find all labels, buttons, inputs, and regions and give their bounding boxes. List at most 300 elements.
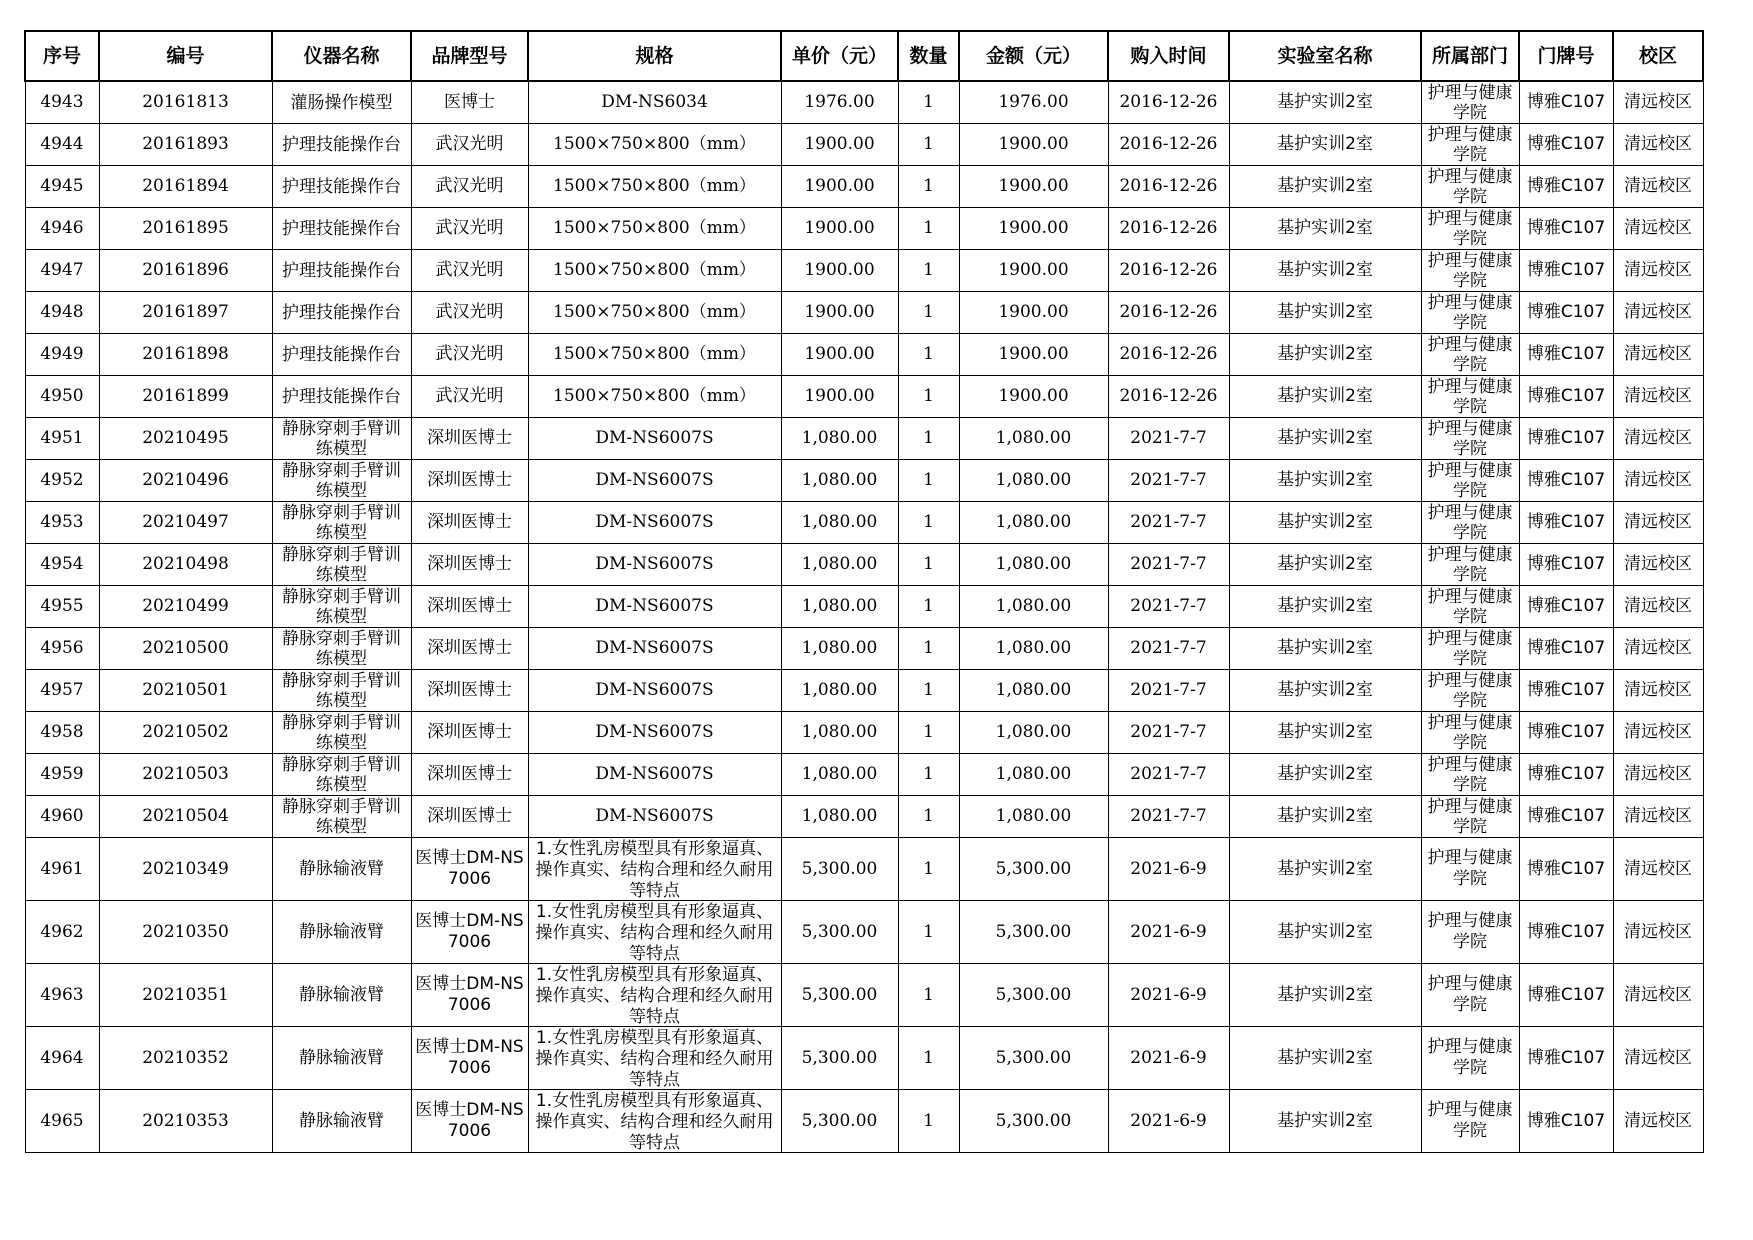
cell-seq: 4947: [25, 250, 99, 292]
cell-code: 20210497: [99, 502, 272, 544]
cell-brand: 深圳医博士: [411, 796, 528, 838]
cell-spec: DM-NS6007S: [528, 712, 781, 754]
cell-name: 静脉穿刺手臂训练模型: [272, 544, 411, 586]
cell-date: 2016-12-26: [1108, 292, 1229, 334]
cell-qty: 1: [898, 250, 959, 292]
cell-qty: 1: [898, 670, 959, 712]
cell-code: 20161897: [99, 292, 272, 334]
cell-lab: 基护实训2室: [1229, 712, 1421, 754]
cell-name: 护理技能操作台: [272, 166, 411, 208]
cell-dept: 护理与健康学院: [1421, 1027, 1519, 1090]
cell-date: 2021-7-7: [1108, 502, 1229, 544]
cell-name: 护理技能操作台: [272, 250, 411, 292]
cell-date: 2016-12-26: [1108, 81, 1229, 124]
header-room: 门牌号: [1519, 31, 1613, 81]
table-row: [25, 460, 1703, 502]
cell-seq: 4962: [25, 901, 99, 964]
cell-dept: 护理与健康学院: [1421, 376, 1519, 418]
cell-name: 护理技能操作台: [272, 292, 411, 334]
cell-code: 20210498: [99, 544, 272, 586]
cell-lab: 基护实训2室: [1229, 460, 1421, 502]
cell-qty: 1: [898, 292, 959, 334]
cell-price: 1976.00: [781, 81, 898, 124]
header-name: 仪器名称: [272, 31, 411, 81]
cell-room: 博雅C107: [1519, 208, 1613, 250]
cell-brand: 深圳医博士: [411, 502, 528, 544]
cell-code: 20161899: [99, 376, 272, 418]
cell-campus: 清远校区: [1613, 1027, 1703, 1090]
cell-code: 20210500: [99, 628, 272, 670]
cell-lab: 基护实训2室: [1229, 1090, 1421, 1153]
cell-qty: 1: [898, 334, 959, 376]
cell-brand: 医博士DM-NS7006: [411, 1090, 528, 1153]
cell-brand: 武汉光明: [411, 124, 528, 166]
cell-room: 博雅C107: [1519, 1090, 1613, 1153]
cell-brand: 医博士DM-NS7006: [411, 1027, 528, 1090]
cell-seq: 4956: [25, 628, 99, 670]
cell-date: 2016-12-26: [1108, 208, 1229, 250]
header-code: 编号: [99, 31, 272, 81]
cell-spec: 1.女性乳房模型具有形象逼真、操作真实、结构合理和经久耐用等特点: [528, 1090, 781, 1153]
cell-dept: 护理与健康学院: [1421, 586, 1519, 628]
cell-code: 20210499: [99, 586, 272, 628]
cell-amount: 1,080.00: [959, 460, 1108, 502]
cell-code: 20161813: [99, 81, 272, 124]
cell-seq: 4953: [25, 502, 99, 544]
cell-name: 静脉输液臂: [272, 901, 411, 964]
cell-name: 静脉输液臂: [272, 1027, 411, 1090]
table-row: [25, 1027, 1703, 1090]
cell-dept: 护理与健康学院: [1421, 292, 1519, 334]
cell-date: 2021-7-7: [1108, 418, 1229, 460]
cell-brand: 医博士: [411, 81, 528, 124]
cell-qty: 1: [898, 166, 959, 208]
cell-seq: 4964: [25, 1027, 99, 1090]
cell-campus: 清远校区: [1613, 124, 1703, 166]
cell-amount: 1,080.00: [959, 586, 1108, 628]
cell-price: 5,300.00: [781, 838, 898, 901]
header-campus: 校区: [1613, 31, 1703, 81]
cell-seq: 4951: [25, 418, 99, 460]
cell-lab: 基护实训2室: [1229, 901, 1421, 964]
cell-qty: 1: [898, 628, 959, 670]
cell-seq: 4957: [25, 670, 99, 712]
cell-seq: 4952: [25, 460, 99, 502]
cell-brand: 医博士DM-NS7006: [411, 964, 528, 1027]
cell-seq: 4949: [25, 334, 99, 376]
cell-name: 灌肠操作模型: [272, 81, 411, 124]
cell-amount: 1,080.00: [959, 712, 1108, 754]
cell-name: 护理技能操作台: [272, 124, 411, 166]
cell-date: 2021-7-7: [1108, 586, 1229, 628]
cell-brand: 深圳医博士: [411, 754, 528, 796]
cell-amount: 1900.00: [959, 334, 1108, 376]
cell-room: 博雅C107: [1519, 418, 1613, 460]
cell-price: 5,300.00: [781, 901, 898, 964]
cell-dept: 护理与健康学院: [1421, 418, 1519, 460]
header-date: 购入时间: [1108, 31, 1229, 81]
cell-date: 2016-12-26: [1108, 124, 1229, 166]
cell-amount: 1900.00: [959, 124, 1108, 166]
cell-seq: 4945: [25, 166, 99, 208]
cell-campus: 清远校区: [1613, 628, 1703, 670]
cell-dept: 护理与健康学院: [1421, 796, 1519, 838]
cell-spec: 1.女性乳房模型具有形象逼真、操作真实、结构合理和经久耐用等特点: [528, 838, 781, 901]
cell-qty: 1: [898, 81, 959, 124]
cell-code: 20210349: [99, 838, 272, 901]
cell-spec: 1500×750×800（mm）: [528, 376, 781, 418]
cell-code: 20161894: [99, 166, 272, 208]
cell-qty: 1: [898, 376, 959, 418]
table-row: [25, 964, 1703, 1027]
cell-qty: 1: [898, 796, 959, 838]
cell-dept: 护理与健康学院: [1421, 838, 1519, 901]
table-row: [25, 418, 1703, 460]
cell-brand: 医博士DM-NS7006: [411, 838, 528, 901]
cell-amount: 5,300.00: [959, 901, 1108, 964]
table-row: [25, 502, 1703, 544]
cell-code: 20161896: [99, 250, 272, 292]
cell-spec: DM-NS6007S: [528, 754, 781, 796]
cell-amount: 1900.00: [959, 292, 1108, 334]
cell-campus: 清远校区: [1613, 334, 1703, 376]
cell-spec: 1500×750×800（mm）: [528, 292, 781, 334]
cell-lab: 基护实训2室: [1229, 502, 1421, 544]
cell-date: 2016-12-26: [1108, 250, 1229, 292]
cell-name: 静脉穿刺手臂训练模型: [272, 670, 411, 712]
cell-qty: 1: [898, 964, 959, 1027]
cell-dept: 护理与健康学院: [1421, 544, 1519, 586]
cell-price: 1900.00: [781, 166, 898, 208]
cell-dept: 护理与健康学院: [1421, 712, 1519, 754]
cell-spec: 1500×750×800（mm）: [528, 166, 781, 208]
equipment-table: [24, 30, 1704, 1153]
cell-spec: DM-NS6007S: [528, 670, 781, 712]
cell-spec: DM-NS6007S: [528, 586, 781, 628]
cell-spec: 1.女性乳房模型具有形象逼真、操作真实、结构合理和经久耐用等特点: [528, 964, 781, 1027]
cell-date: 2021-7-7: [1108, 628, 1229, 670]
cell-lab: 基护实训2室: [1229, 124, 1421, 166]
cell-date: 2021-6-9: [1108, 901, 1229, 964]
cell-brand: 武汉光明: [411, 292, 528, 334]
cell-room: 博雅C107: [1519, 586, 1613, 628]
cell-dept: 护理与健康学院: [1421, 460, 1519, 502]
cell-date: 2021-7-7: [1108, 796, 1229, 838]
cell-spec: DM-NS6034: [528, 81, 781, 124]
cell-dept: 护理与健康学院: [1421, 1090, 1519, 1153]
cell-campus: 清远校区: [1613, 292, 1703, 334]
cell-room: 博雅C107: [1519, 670, 1613, 712]
cell-seq: 4944: [25, 124, 99, 166]
cell-room: 博雅C107: [1519, 1027, 1613, 1090]
cell-amount: 1,080.00: [959, 670, 1108, 712]
table-row: [25, 250, 1703, 292]
cell-spec: 1.女性乳房模型具有形象逼真、操作真实、结构合理和经久耐用等特点: [528, 1027, 781, 1090]
cell-lab: 基护实训2室: [1229, 81, 1421, 124]
cell-qty: 1: [898, 502, 959, 544]
cell-brand: 医博士DM-NS7006: [411, 901, 528, 964]
cell-date: 2021-6-9: [1108, 1090, 1229, 1153]
cell-code: 20210501: [99, 670, 272, 712]
cell-spec: DM-NS6007S: [528, 796, 781, 838]
table-row: [25, 334, 1703, 376]
cell-qty: 1: [898, 901, 959, 964]
table-row: [25, 712, 1703, 754]
cell-amount: 1976.00: [959, 81, 1108, 124]
table-row: [25, 166, 1703, 208]
cell-name: 护理技能操作台: [272, 334, 411, 376]
cell-campus: 清远校区: [1613, 712, 1703, 754]
cell-qty: 1: [898, 1027, 959, 1090]
cell-spec: 1.女性乳房模型具有形象逼真、操作真实、结构合理和经久耐用等特点: [528, 901, 781, 964]
cell-dept: 护理与健康学院: [1421, 334, 1519, 376]
cell-campus: 清远校区: [1613, 502, 1703, 544]
cell-name: 静脉穿刺手臂训练模型: [272, 796, 411, 838]
cell-room: 博雅C107: [1519, 796, 1613, 838]
table-row: [25, 628, 1703, 670]
cell-room: 博雅C107: [1519, 754, 1613, 796]
header-qty: 数量: [898, 31, 959, 81]
cell-seq: 4950: [25, 376, 99, 418]
cell-seq: 4960: [25, 796, 99, 838]
cell-lab: 基护实训2室: [1229, 586, 1421, 628]
cell-price: 1900.00: [781, 250, 898, 292]
cell-campus: 清远校区: [1613, 838, 1703, 901]
cell-date: 2016-12-26: [1108, 166, 1229, 208]
cell-name: 静脉穿刺手臂训练模型: [272, 586, 411, 628]
cell-campus: 清远校区: [1613, 901, 1703, 964]
cell-seq: 4963: [25, 964, 99, 1027]
cell-amount: 1900.00: [959, 208, 1108, 250]
cell-brand: 深圳医博士: [411, 460, 528, 502]
cell-spec: DM-NS6007S: [528, 460, 781, 502]
cell-room: 博雅C107: [1519, 81, 1613, 124]
cell-campus: 清远校区: [1613, 586, 1703, 628]
cell-lab: 基护实训2室: [1229, 418, 1421, 460]
cell-price: 1,080.00: [781, 712, 898, 754]
table-row: [25, 754, 1703, 796]
table-row: [25, 208, 1703, 250]
cell-price: 1900.00: [781, 292, 898, 334]
cell-amount: 1900.00: [959, 376, 1108, 418]
cell-price: 5,300.00: [781, 964, 898, 1027]
cell-name: 护理技能操作台: [272, 376, 411, 418]
cell-price: 5,300.00: [781, 1027, 898, 1090]
header-price: 单价（元）: [781, 31, 898, 81]
cell-qty: 1: [898, 418, 959, 460]
cell-lab: 基护实训2室: [1229, 964, 1421, 1027]
cell-name: 静脉穿刺手臂训练模型: [272, 502, 411, 544]
cell-lab: 基护实训2室: [1229, 166, 1421, 208]
cell-amount: 1,080.00: [959, 628, 1108, 670]
cell-qty: 1: [898, 754, 959, 796]
cell-lab: 基护实训2室: [1229, 628, 1421, 670]
cell-dept: 护理与健康学院: [1421, 754, 1519, 796]
cell-brand: 武汉光明: [411, 166, 528, 208]
cell-date: 2016-12-26: [1108, 376, 1229, 418]
cell-lab: 基护实训2室: [1229, 796, 1421, 838]
cell-seq: 4961: [25, 838, 99, 901]
cell-dept: 护理与健康学院: [1421, 166, 1519, 208]
cell-lab: 基护实训2室: [1229, 334, 1421, 376]
cell-qty: 1: [898, 1090, 959, 1153]
table-row: [25, 670, 1703, 712]
table-row: [25, 544, 1703, 586]
cell-room: 博雅C107: [1519, 460, 1613, 502]
cell-code: 20210353: [99, 1090, 272, 1153]
cell-room: 博雅C107: [1519, 292, 1613, 334]
cell-spec: 1500×750×800（mm）: [528, 334, 781, 376]
cell-lab: 基护实训2室: [1229, 1027, 1421, 1090]
cell-code: 20210352: [99, 1027, 272, 1090]
header-dept: 所属部门: [1421, 31, 1519, 81]
cell-amount: 1,080.00: [959, 502, 1108, 544]
cell-spec: 1500×750×800（mm）: [528, 208, 781, 250]
cell-date: 2021-6-9: [1108, 964, 1229, 1027]
cell-dept: 护理与健康学院: [1421, 670, 1519, 712]
cell-lab: 基护实训2室: [1229, 376, 1421, 418]
cell-room: 博雅C107: [1519, 712, 1613, 754]
cell-campus: 清远校区: [1613, 670, 1703, 712]
cell-dept: 护理与健康学院: [1421, 901, 1519, 964]
cell-code: 20210350: [99, 901, 272, 964]
cell-campus: 清远校区: [1613, 754, 1703, 796]
cell-lab: 基护实训2室: [1229, 670, 1421, 712]
cell-room: 博雅C107: [1519, 901, 1613, 964]
cell-amount: 5,300.00: [959, 1090, 1108, 1153]
cell-seq: 4965: [25, 1090, 99, 1153]
cell-room: 博雅C107: [1519, 628, 1613, 670]
cell-code: 20210502: [99, 712, 272, 754]
cell-seq: 4948: [25, 292, 99, 334]
cell-spec: DM-NS6007S: [528, 502, 781, 544]
cell-name: 静脉输液臂: [272, 1090, 411, 1153]
table-row: [25, 838, 1703, 901]
cell-brand: 深圳医博士: [411, 712, 528, 754]
cell-lab: 基护实训2室: [1229, 544, 1421, 586]
cell-lab: 基护实训2室: [1229, 292, 1421, 334]
cell-room: 博雅C107: [1519, 544, 1613, 586]
cell-price: 1900.00: [781, 208, 898, 250]
cell-room: 博雅C107: [1519, 376, 1613, 418]
cell-brand: 武汉光明: [411, 376, 528, 418]
cell-price: 1900.00: [781, 376, 898, 418]
table-row: [25, 796, 1703, 838]
table-row: [25, 586, 1703, 628]
cell-date: 2021-7-7: [1108, 460, 1229, 502]
cell-amount: 5,300.00: [959, 1027, 1108, 1090]
cell-campus: 清远校区: [1613, 460, 1703, 502]
cell-qty: 1: [898, 712, 959, 754]
header-spec: 规格: [528, 31, 781, 81]
cell-brand: 深圳医博士: [411, 418, 528, 460]
header-amount: 金额（元）: [959, 31, 1108, 81]
cell-price: 5,300.00: [781, 1090, 898, 1153]
cell-brand: 武汉光明: [411, 250, 528, 292]
cell-lab: 基护实训2室: [1229, 838, 1421, 901]
cell-price: 1900.00: [781, 334, 898, 376]
cell-amount: 1,080.00: [959, 754, 1108, 796]
cell-price: 1,080.00: [781, 502, 898, 544]
cell-code: 20210503: [99, 754, 272, 796]
header-seq: 序号: [25, 31, 99, 81]
cell-campus: 清远校区: [1613, 544, 1703, 586]
cell-code: 20161895: [99, 208, 272, 250]
cell-price: 1,080.00: [781, 544, 898, 586]
cell-name: 静脉穿刺手臂训练模型: [272, 460, 411, 502]
cell-campus: 清远校区: [1613, 418, 1703, 460]
cell-dept: 护理与健康学院: [1421, 124, 1519, 166]
cell-room: 博雅C107: [1519, 838, 1613, 901]
cell-code: 20210504: [99, 796, 272, 838]
cell-campus: 清远校区: [1613, 1090, 1703, 1153]
cell-price: 1,080.00: [781, 460, 898, 502]
cell-price: 1,080.00: [781, 754, 898, 796]
cell-seq: 4943: [25, 81, 99, 124]
cell-campus: 清远校区: [1613, 376, 1703, 418]
table-row: [25, 81, 1703, 124]
cell-brand: 深圳医博士: [411, 628, 528, 670]
cell-name: 静脉输液臂: [272, 964, 411, 1027]
cell-seq: 4959: [25, 754, 99, 796]
cell-room: 博雅C107: [1519, 166, 1613, 208]
cell-campus: 清远校区: [1613, 81, 1703, 124]
cell-code: 20161898: [99, 334, 272, 376]
table-row: [25, 1090, 1703, 1153]
cell-campus: 清远校区: [1613, 250, 1703, 292]
cell-code: 20161893: [99, 124, 272, 166]
cell-price: 1,080.00: [781, 796, 898, 838]
cell-brand: 深圳医博士: [411, 670, 528, 712]
cell-name: 静脉穿刺手臂训练模型: [272, 754, 411, 796]
cell-qty: 1: [898, 460, 959, 502]
cell-price: 1,080.00: [781, 586, 898, 628]
cell-name: 静脉穿刺手臂训练模型: [272, 418, 411, 460]
header-lab: 实验室名称: [1229, 31, 1421, 81]
cell-spec: DM-NS6007S: [528, 544, 781, 586]
cell-seq: 4955: [25, 586, 99, 628]
cell-price: 1,080.00: [781, 670, 898, 712]
cell-brand: 深圳医博士: [411, 544, 528, 586]
cell-qty: 1: [898, 208, 959, 250]
cell-price: 1900.00: [781, 124, 898, 166]
cell-date: 2021-7-7: [1108, 670, 1229, 712]
cell-price: 1,080.00: [781, 628, 898, 670]
cell-amount: 1900.00: [959, 250, 1108, 292]
cell-seq: 4958: [25, 712, 99, 754]
cell-brand: 深圳医博士: [411, 586, 528, 628]
cell-dept: 护理与健康学院: [1421, 964, 1519, 1027]
cell-amount: 5,300.00: [959, 964, 1108, 1027]
cell-name: 静脉穿刺手臂训练模型: [272, 712, 411, 754]
cell-lab: 基护实训2室: [1229, 754, 1421, 796]
cell-room: 博雅C107: [1519, 250, 1613, 292]
cell-lab: 基护实训2室: [1229, 250, 1421, 292]
cell-lab: 基护实训2室: [1229, 208, 1421, 250]
cell-name: 护理技能操作台: [272, 208, 411, 250]
cell-spec: 1500×750×800（mm）: [528, 250, 781, 292]
cell-campus: 清远校区: [1613, 964, 1703, 1027]
table-row: [25, 376, 1703, 418]
cell-dept: 护理与健康学院: [1421, 628, 1519, 670]
cell-amount: 1,080.00: [959, 418, 1108, 460]
cell-code: 20210351: [99, 964, 272, 1027]
cell-date: 2021-7-7: [1108, 754, 1229, 796]
header-brand: 品牌型号: [411, 31, 528, 81]
cell-spec: DM-NS6007S: [528, 418, 781, 460]
cell-campus: 清远校区: [1613, 796, 1703, 838]
cell-date: 2016-12-26: [1108, 334, 1229, 376]
